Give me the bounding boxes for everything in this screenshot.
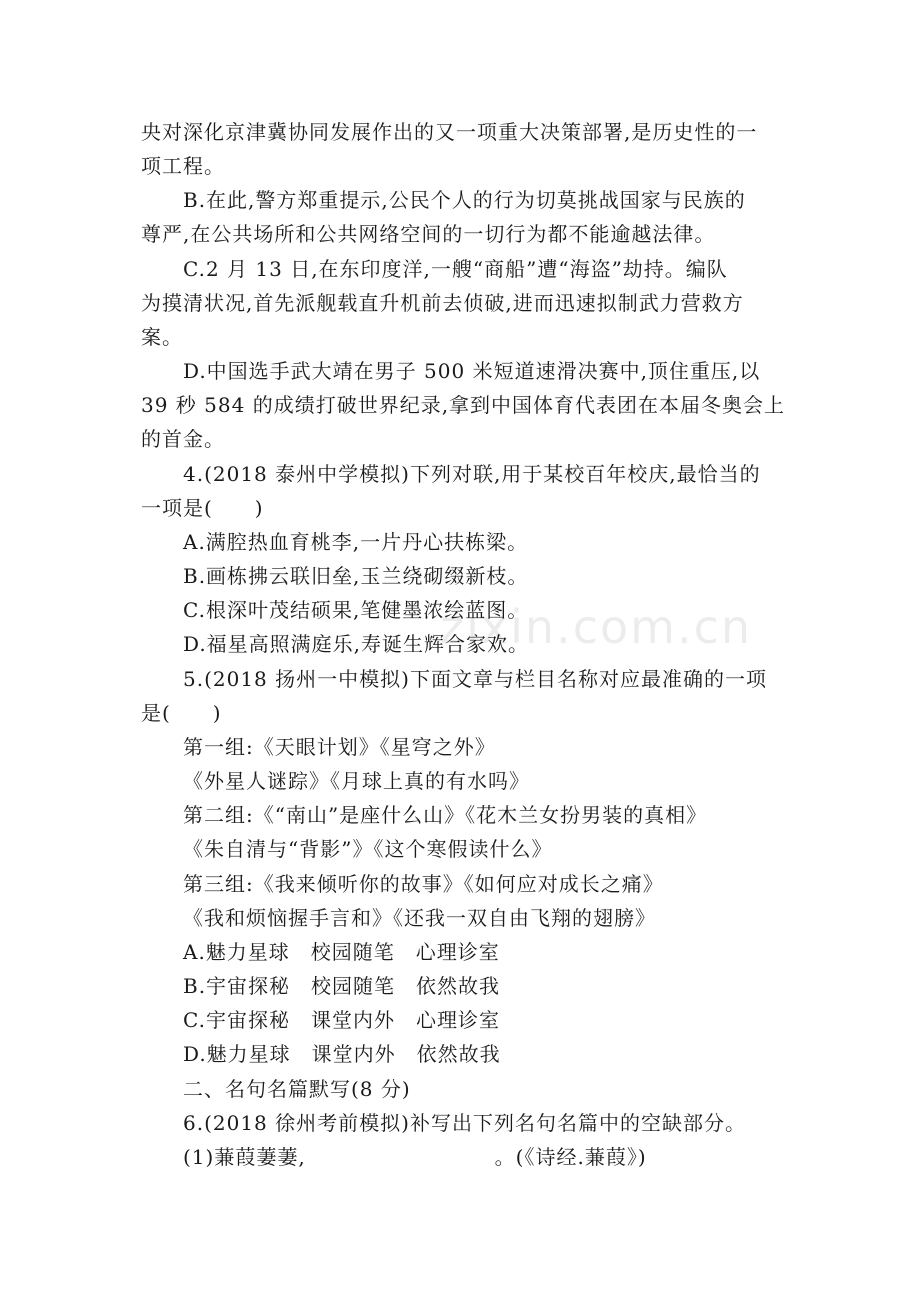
text-line: 的首金。 [141,427,225,451]
question-5: 5.(2018 扬州一中模拟)下面文章与栏目名称对应最准确的一项 [183,667,767,691]
option-d: D.福星高照满庭乐,寿诞生辉合家欢。 [183,632,530,656]
option-b: B.宇宙探秘 校园随笔 依然故我 [183,974,501,998]
text-line: 央对深化京津冀协同发展作出的又一项重大决策部署,是历史性的一 [141,120,758,144]
text-line: 为摸清状况,首先派舰载直升机前去侦破,进而迅速拟制武力营救方 [141,291,744,315]
option-a: A.满腔热血育桃李,一片丹心扶栋梁。 [183,530,529,554]
option-a: A.魅力星球 校园随笔 心理诊室 [183,940,500,964]
option-d: D.魅力星球 课堂内外 依然故我 [183,1042,501,1066]
text-line: 是( ) [141,701,222,725]
text-line: 项工程。 [141,154,225,178]
text-line: 第二组:《“南山”是座什么山》《花木兰女扮男装的真相》 [183,803,708,827]
text-line: 39 秒 584 的成绩打破世界纪录,拿到中国体育代表团在本届冬奥会上 [141,393,786,417]
option-c: C.根深叶茂结硕果,笔健墨浓绘蓝图。 [183,598,529,622]
fill-in-blank: (1)蒹葭萋萋, 。(《诗经.蒹葭》) [183,1145,647,1169]
text-line: 第三组:《我来倾听你的故事》《如何应对成长之痛》 [183,872,664,896]
option-c: C.宇宙探秘 课堂内外 心理诊室 [183,1008,500,1032]
text-line: 《我和烦恼握手言和》《还我一双自由飞翔的翅膀》 [183,906,656,930]
text-line: 《外星人谜踪》《月球上真的有水吗》 [183,769,530,793]
text-line: 第一组:《天眼计划》《星穹之外》 [183,735,496,759]
text-line: 《朱自清与“背影”》《这个寒假读什么》 [183,837,553,861]
text-line: 尊严,在公共场所和公共网络空间的一切行为都不能逾越法律。 [141,222,716,246]
question-6: 6.(2018 徐州考前模拟)补写出下列名句名篇中的空缺部分。 [183,1111,746,1135]
text-line: 案。 [141,325,183,349]
text-line: 一项是( ) [141,496,264,520]
option-b: B.画栋拂云联旧垒,玉兰绕砌缀新枝。 [183,564,529,588]
question-4: 4.(2018 泰州中学模拟)下列对联,用于某校百年校庆,最恰当的 [183,462,761,486]
text-line: B.在此,警方郑重提示,公民个人的行为切莫挑战国家与民族的 [183,188,746,212]
watermark: zixin.com.cn [440,600,753,654]
section-heading: 二、名句名篇默写(8 分) [183,1077,411,1101]
text-line: D.中国选手武大靖在男子 500 米短道速滑决赛中,顶住重压,以 [183,359,761,383]
text-line: C.2 月 13 日,在东印度洋,一艘“商船”遭“海盗”劫持。编队 [183,257,728,281]
